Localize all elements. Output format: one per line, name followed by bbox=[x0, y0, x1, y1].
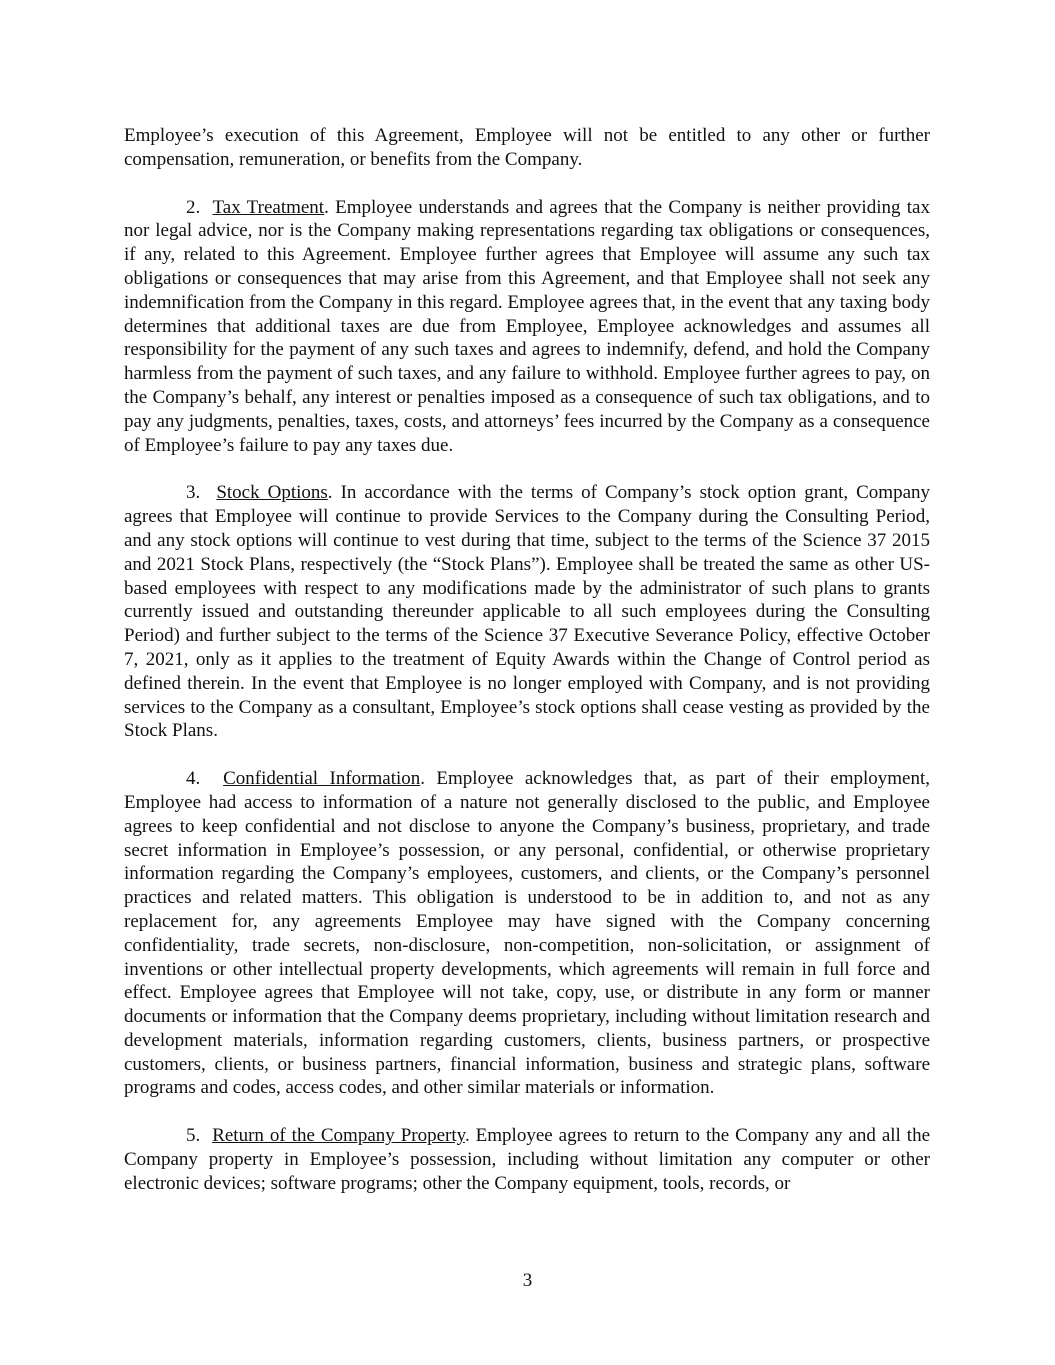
document-page bbox=[124, 124, 930, 1220]
section-heading: Tax Treatment bbox=[212, 196, 325, 218]
section-body: . In accordance with the terms of Company’s stock option grant, Company agrees that Employee will continue to provide Services to the Company during the Consulting Period, and any stock options will continue to vest during that time, subject to the terms of the Science 37 2015 and 2021 Stock Plans, respectively (the “Stock Plans”). Employee shall be treated the same as other US-based employees with respect to any modifications made by the administrator of such plans to grants currently issued and outstanding thereunder applicable to all such employees during the Consulting Period) and further subject to the terms of the Science 37 Executive Severance Policy, effective October 7, 2021, only as it applies to the treatment of Equity Awards within the Change of Control period as defined therein. In the event that Employee is no longer employed with Company, and is not providing services to the Company as a consultant, Employee’s stock options shall cease vesting as provided by the Stock Plans. bbox=[124, 482, 931, 742]
section-heading: Return of the Company Property bbox=[212, 1125, 465, 1147]
section-number: 4. bbox=[186, 768, 201, 790]
section-return-of-company-property bbox=[124, 1124, 930, 1195]
section-number: 3. bbox=[186, 482, 201, 504]
section-number: 5. bbox=[186, 1125, 201, 1147]
section-stock-options bbox=[124, 481, 930, 743]
continuation-paragraph: Employee’s execution of this Agreement, Employee will not be entitled to any other or further compensation, remuneration, or benefits from the Company. bbox=[124, 125, 930, 170]
section-body: . Employee agrees to return to the Company any and all the Company property in Employee’s possession, including without limitation any computer or other electronic devices; software programs; other the Company equipment, tools, records, or bbox=[124, 1125, 931, 1194]
section-body: . Employee understands and agrees that the Company is neither providing tax nor legal advice, nor is the Company making representations regarding tax obligations or consequences, if any, related to this Agreement. Employee further agrees that Employee will assume any such tax obligations or consequences that may arise from this Agreement, and that Employee shall not seek any indemnification from the Company in this regard. Employee agrees that, in the event that any taxing body determines that additional taxes are due from Employee, Employee acknowledges and assumes all responsibility for the payment of any such taxes and agrees to indemnify, defend, and hold the Company harmless from the payment of such taxes, and any failure to withhold. Employee further agrees to pay, on the Company’s behalf, any interest or penalties imposed as a consequence of such tax obligations, and to pay any judgments, penalties, taxes, costs, and attorneys’ fees incurred by the Company as a consequence of Employee’s failure to pay any taxes due. bbox=[124, 196, 930, 456]
section-confidential-information bbox=[124, 767, 930, 1100]
section-heading: Stock Options bbox=[216, 482, 328, 504]
section-body: . Employee acknowledges that, as part of their employment, Employee had access to information of a nature not generally disclosed to the public, and Employee agrees to keep confidential and not disclose to anyone the Company’s business, proprietary, and trade secret information in Employee’s possession, or any personal, confidential, or otherwise proprietary information regarding the Company’s employees, customers, and clients, or the Company’s personnel practices and related matters. This obligation is understood to be in addition to, and not as any replacement for, any agreements Employee may have signed with the Company concerning confidentiality, trade secrets, non-disclosure, non-competition, non-solicitation, or assignment of inventions or other intellectual property developments, which agreements will remain in full force and effect. Employee agrees that Employee will not take, copy, use, or distribute in any form or manner documents or information that the Company deems proprietary, including without limitation research and development materials, information regarding customers, clients, business partners, or prospective customers, clients, or business partners, financial information, business and strategic plans, software programs and codes, access codes, and other similar materials or information. bbox=[124, 768, 931, 1099]
page-number: 3 bbox=[522, 1270, 533, 1291]
section-heading: Confidential Information bbox=[223, 768, 421, 790]
section-tax-treatment bbox=[124, 196, 930, 458]
section-number: 2. bbox=[186, 196, 201, 218]
